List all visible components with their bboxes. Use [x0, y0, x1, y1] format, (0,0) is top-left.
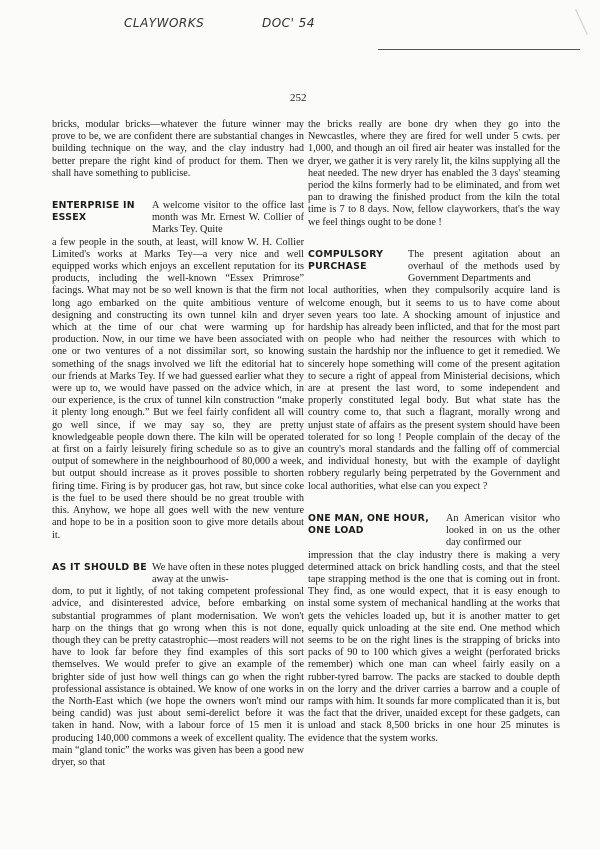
article-body: impression that the clay industry there is making a very determined attack on brick handling costs, and that the steel tape strapping method is the one that is coming out in front. They find, as one would expect, that it is easy enough to instal some system of mechanical handling at the works that gets the vehicles loaded up, but it is another matter to get equally quick unloading at the site end. One method which seems to be on the right lines is the strapping of bricks into packs of 90 to 100 which gives a weight (perforated bricks remember) which one man can wheel fairly easily on a rubber-tyred barrow. The packs are stacked to double depth on the lorry and the driver carries a barrow and a couple of ramps with him. It sounds far more complicated than it is, but the fact that the driver, unaided except for these gadgets, can unload and stack 8,500 bricks in one hour 25 minutes is evidence that the system works. [308, 549, 560, 744]
article-one-man-one-hour-one-load [308, 513, 560, 745]
right-column [308, 119, 560, 745]
article-lead: A welcome visitor to the office last month was Mr. Ernest W. Collier of Marks Tey. Quite [152, 200, 304, 236]
article-enterprise-in-essex [52, 200, 304, 542]
page-number: 252 [290, 92, 307, 104]
page-fold-mark [575, 9, 588, 35]
article-lead: An American visitor who looked in on us the other day confirmed our [446, 512, 560, 549]
continued-paragraph: the bricks really are bone dry when they go into the Newcastles, where they are fired for well under 5 cwts. per 1,000, and though an oil fired air heater was installed for the dryer, we gather it is very rarely lit, the kilns supplying all the heat needed. The new dryer has enabled the 3 days' steaming period the kilns formerly had to be eliminated, and from wet pan to drawing the finished product from the kiln the total time is 7 to 8 days. Now, fellow clayworkers, that's the way we feel things ought to be done ! [308, 119, 560, 228]
left-column [52, 119, 304, 769]
article-as-it-should-be [52, 562, 304, 769]
header-rule [378, 49, 580, 50]
article-heading: COMPULSORY PURCHASE [308, 248, 384, 273]
article-lead: The present agitation about an overhaul of the methods used by Government Departments and [408, 248, 560, 285]
article-heading: ENTERPRISE IN ESSEX [52, 200, 135, 224]
article-lead: We have often in these notes plugged away at the unwis- [152, 561, 304, 585]
article-heading: AS IT SHOULD BE [52, 561, 147, 573]
handwritten-annotation-date: DOC' 54 [262, 16, 315, 30]
article-heading: ONE MAN, ONE HOUR, ONE LOAD [308, 512, 430, 537]
article-body: local authorities, when they compulsorily acquire land is welcome enough, but it seems to us to have come about seven years too late. A shocking amount of injustice and hardship has already been inflicted, and that for the most part on people who had neither the resources with which to sustain the hardship nor the influence to get it remedied. We sincerely hope something will come of the present agitation to secure a right of appeal from Ministerial decisions, which are at present the last word, to some independent and properly constituted legal body. But what state has the country come to, that such a flagrant, morally wrong and unjust state of affairs as the present system should have been tolerated for so long ! People complain of the decay of the country's moral standards and the falling off of commercial and individual honesty, but with the example of daylight robbery regularly being perpetrated by the Government and local authorities, what else can you expect ? [308, 285, 560, 492]
article-body: a few people in the south, at least, will know W. H. Collier Limited's works at Marks Tey—a very nice and well equipped works which enjoys an excellent reputation for its products, including the well-known “Essex Primrose” facings. What may not be so well known is that the firm not long ago embarked on the quite ambitious venture of designing and constructing its own tunnel kiln and dryer which at the time of our chat were warming up for production. Now, in our time we have been associated with one or two ventures of a not dissimilar sort, so knowing something of the snags involved we lift the editorial hat to our friends at Marks Tey. If we had guessed earlier what they were up to, we would have passed on the advice which, in our experience, is the crux of tunnel kiln construction “make it plenty long enough.” But we feel fairly confident all will go well since, if we may say so, they are pretty knowledgeable people down there. The kiln will be operated at first on a fairly leisurely firing schedule so as to give an output of somewhere in the neighbourhood of 80,000 a week, but output should increase as it proves possible to shorten firing time. Firing is by producer gas, hot raw, but since coke is the fuel to be used there should be no great trouble with this. Anyhow, we hope all goes well with the new venture and hope to be in a position soon to give more details about it. [52, 236, 304, 541]
continued-paragraph: bricks, modular bricks—whatever the future winner may prove to be, we are confident there are substantial changes in building technique on the way, and the clay industry had better prepare the right kind of product for them. Then we shall have something to publicise. [52, 119, 304, 179]
article-body: dom, to put it lightly, of not taking competent professional advice, and disinterested advice, before embarking on substantial programmes of plant modernisation. We won't harp on the things that go wrong when this is not done, though they can be pretty catastrophic—most readers will not have to look far before they find examples of this sort themselves. We would prefer to give an example of the brighter side of just how well things can go when the right professional assistance is obtained. We know of one works in the North-East which (we hope the owners won't mind our being candid) was just about semi-derelict before it was taken in hand. Now, with a labour force of 15 men it is producing 140,000 commons a week of excellent quality. The main “gland tonic” the works was given has been a good new dryer, so that [52, 586, 304, 768]
article-compulsory-purchase [308, 249, 560, 493]
handwritten-annotation-publication: CLAYWORKS [124, 16, 205, 30]
